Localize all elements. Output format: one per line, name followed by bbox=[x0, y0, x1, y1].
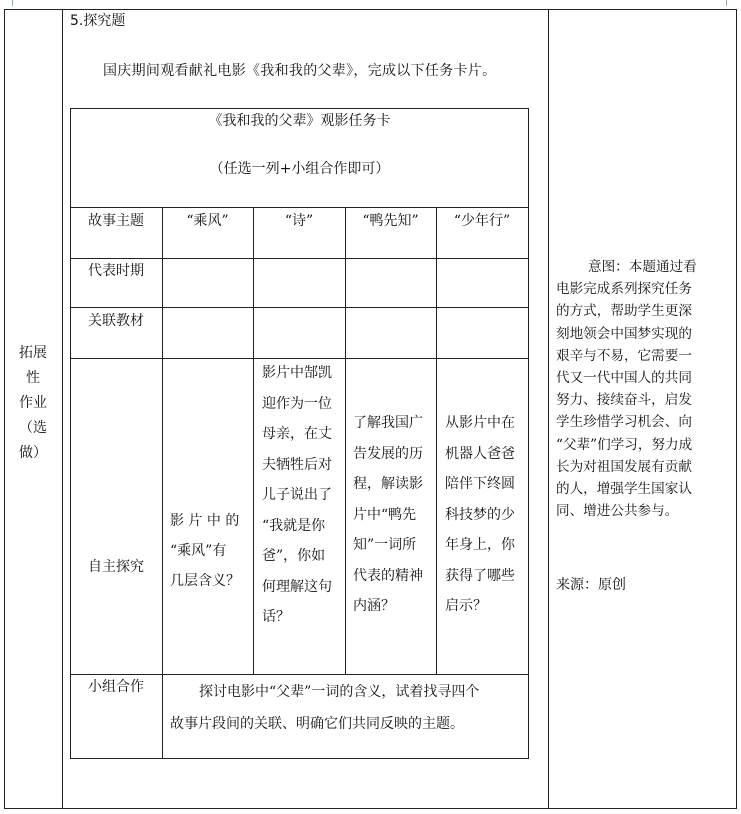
card-line bbox=[70, 307, 529, 308]
intent-line: 学生珍惜学习机会、向 bbox=[556, 414, 692, 431]
card-line bbox=[70, 674, 529, 675]
explore-line: 夫牺牲后对 bbox=[262, 456, 332, 473]
source-text: 来源：原创 bbox=[556, 577, 626, 593]
explore-line: 儿子说出了 bbox=[262, 487, 332, 503]
card-col-line bbox=[436, 207, 437, 675]
explore-line: 何理解这句 bbox=[262, 578, 332, 595]
column-header: “乘风” bbox=[186, 213, 229, 229]
card-col-line bbox=[162, 207, 163, 759]
card-col-line bbox=[253, 207, 254, 675]
explore-line: 爸”，你如 bbox=[262, 548, 326, 564]
row-label-period: 代表时期 bbox=[88, 263, 144, 279]
explore-line: “乘风”有 bbox=[170, 543, 227, 559]
outer-right-border bbox=[736, 9, 737, 809]
explore-line: 迎作为一位 bbox=[262, 395, 332, 412]
explore-line: 代表的精神 bbox=[353, 567, 423, 584]
intent-line: 的方式，帮助学生更深 bbox=[556, 303, 692, 320]
explore-line: 启示？ bbox=[445, 598, 487, 614]
card-line bbox=[70, 258, 529, 259]
row-label-explore: 自主探究 bbox=[88, 559, 144, 575]
group-text-line: 探讨电影中“父辈”一词的含义，试着找寻四个 bbox=[199, 684, 480, 700]
explore-line: 内涵？ bbox=[353, 598, 395, 614]
explore-line: 从影片中在 bbox=[445, 415, 515, 431]
explore-line: 获得了哪些 bbox=[445, 567, 515, 584]
row-label-line: 拓展 bbox=[19, 345, 47, 361]
section-title: 5.探究题 bbox=[70, 13, 126, 29]
row-label-material: 关联教材 bbox=[88, 313, 144, 329]
explore-line: 告发展的历 bbox=[353, 445, 423, 462]
explore-cell bbox=[445, 408, 515, 622]
row-label-line: （选 bbox=[19, 420, 47, 436]
card-border-top bbox=[70, 108, 529, 109]
intent-line: “父辈”们学习，努力成 bbox=[556, 436, 693, 453]
instruction-text: 国庆期间观看献礼电影《我和我的父辈》，完成以下任务卡片。 bbox=[103, 63, 497, 79]
explore-cell bbox=[170, 506, 240, 596]
card-col-line bbox=[345, 207, 346, 675]
intent-line: 代又一代中国人的共同 bbox=[556, 370, 692, 387]
explore-line: 知”一词所 bbox=[353, 537, 417, 553]
intent-line: 电影完成系列探究任务 bbox=[556, 281, 692, 298]
explore-line: 程，解读影 bbox=[353, 476, 423, 492]
intent-line: 长为对祖国发展有贡献 bbox=[556, 458, 692, 475]
explore-line: 年身上，你 bbox=[445, 537, 515, 553]
explore-line: 机器人爸爸 bbox=[445, 445, 515, 462]
card-border-right bbox=[528, 108, 529, 759]
card-title: 《我和我的父辈》观影任务卡 bbox=[208, 113, 391, 129]
column-header: “少年行” bbox=[453, 213, 511, 229]
row-label-line: 性 bbox=[26, 370, 40, 386]
explore-line: 影片中郜凯 bbox=[262, 365, 332, 381]
explore-line: 科技梦的少 bbox=[445, 506, 515, 523]
card-subtitle: （任选一列+小组合作即可） bbox=[209, 161, 390, 177]
explore-line: 母亲，在丈 bbox=[262, 426, 332, 442]
row-label bbox=[4, 341, 62, 466]
header-label: 故事主题 bbox=[88, 213, 144, 229]
card-line bbox=[70, 207, 529, 208]
explore-line: 了解我国广 bbox=[353, 415, 423, 431]
explore-line: 影 片 中 的 bbox=[170, 513, 240, 529]
outer-divider-label bbox=[62, 9, 63, 809]
explore-line: 陪伴下终圆 bbox=[445, 476, 515, 492]
explore-cell bbox=[262, 358, 332, 633]
intent-line: 艰辛与不易，它需要一 bbox=[556, 347, 692, 364]
explore-line: “我就是你 bbox=[262, 517, 326, 534]
explore-line: 话？ bbox=[262, 609, 290, 625]
explore-line: 片中“鸭先 bbox=[353, 506, 417, 523]
row-label-line: 做） bbox=[19, 445, 47, 461]
ruler-tick bbox=[12, 0, 13, 6]
row-label-line: 作业 bbox=[19, 395, 47, 411]
group-text-line: 故事片段间的关联、明确它们共同反映的主题。 bbox=[170, 716, 464, 732]
card-border-bottom bbox=[70, 758, 529, 759]
column-header: “诗” bbox=[284, 213, 314, 229]
row-label-group: 小组合作 bbox=[88, 679, 144, 695]
intent-line: 刻地领会中国梦实现的 bbox=[556, 325, 692, 342]
explore-line: 几层含义？ bbox=[170, 573, 240, 589]
intent-line: 的人，增强学生国家认 bbox=[556, 481, 692, 498]
card-border-left bbox=[70, 108, 71, 759]
column-header: “鸭先知” bbox=[362, 213, 419, 229]
intent-line: 意图：本题通过看 bbox=[588, 259, 697, 275]
intent-block bbox=[556, 256, 697, 522]
intent-line: 努力、接续奋斗，启发 bbox=[556, 392, 692, 409]
ruler-tick bbox=[726, 0, 727, 6]
outer-bottom-border bbox=[4, 808, 737, 809]
explore-cell bbox=[353, 408, 423, 622]
intent-line: 同、增进公共参与。 bbox=[556, 503, 679, 520]
outer-divider-right bbox=[548, 9, 549, 809]
